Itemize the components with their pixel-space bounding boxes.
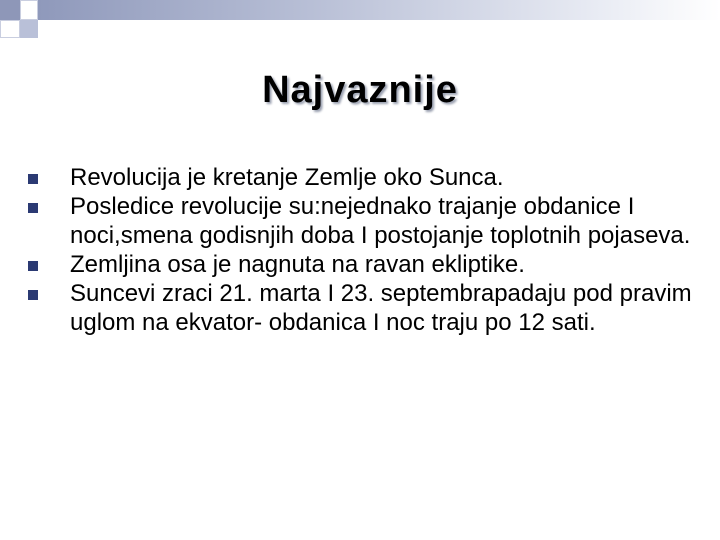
header-gradient-bar bbox=[38, 0, 720, 20]
corner-square-decoration bbox=[20, 20, 38, 38]
bullet-item bbox=[70, 163, 700, 192]
bullet-text: Suncevi zraci 21. marta I 23. septembrapadaju pod pravim uglom na ekvator- obdanica I noc traju po 12 sati. bbox=[70, 280, 692, 336]
bullet-text: Revolucija je kretanje Zemlje oko Sunca. bbox=[70, 164, 504, 191]
slide-title: Najvaznije bbox=[262, 69, 458, 111]
square-bullet-icon bbox=[28, 203, 38, 213]
bullet-item bbox=[70, 250, 700, 279]
square-bullet-icon bbox=[28, 174, 38, 184]
bullet-list bbox=[70, 163, 700, 337]
corner-square-decoration bbox=[20, 0, 38, 20]
square-bullet-icon bbox=[28, 261, 38, 271]
corner-square-decoration bbox=[0, 0, 20, 20]
bullet-text: Zemljina osa je nagnuta na ravan ekliptike. bbox=[70, 251, 525, 278]
square-bullet-icon bbox=[28, 290, 38, 300]
corner-square-decoration bbox=[0, 20, 20, 38]
bullet-item bbox=[70, 192, 700, 250]
bullet-item bbox=[70, 279, 700, 337]
bullet-text: Posledice revolucije su:nejednako trajanje obdanice I noci,smena godisnjih doba I postojanje toplotnih pojaseva. bbox=[70, 193, 691, 249]
